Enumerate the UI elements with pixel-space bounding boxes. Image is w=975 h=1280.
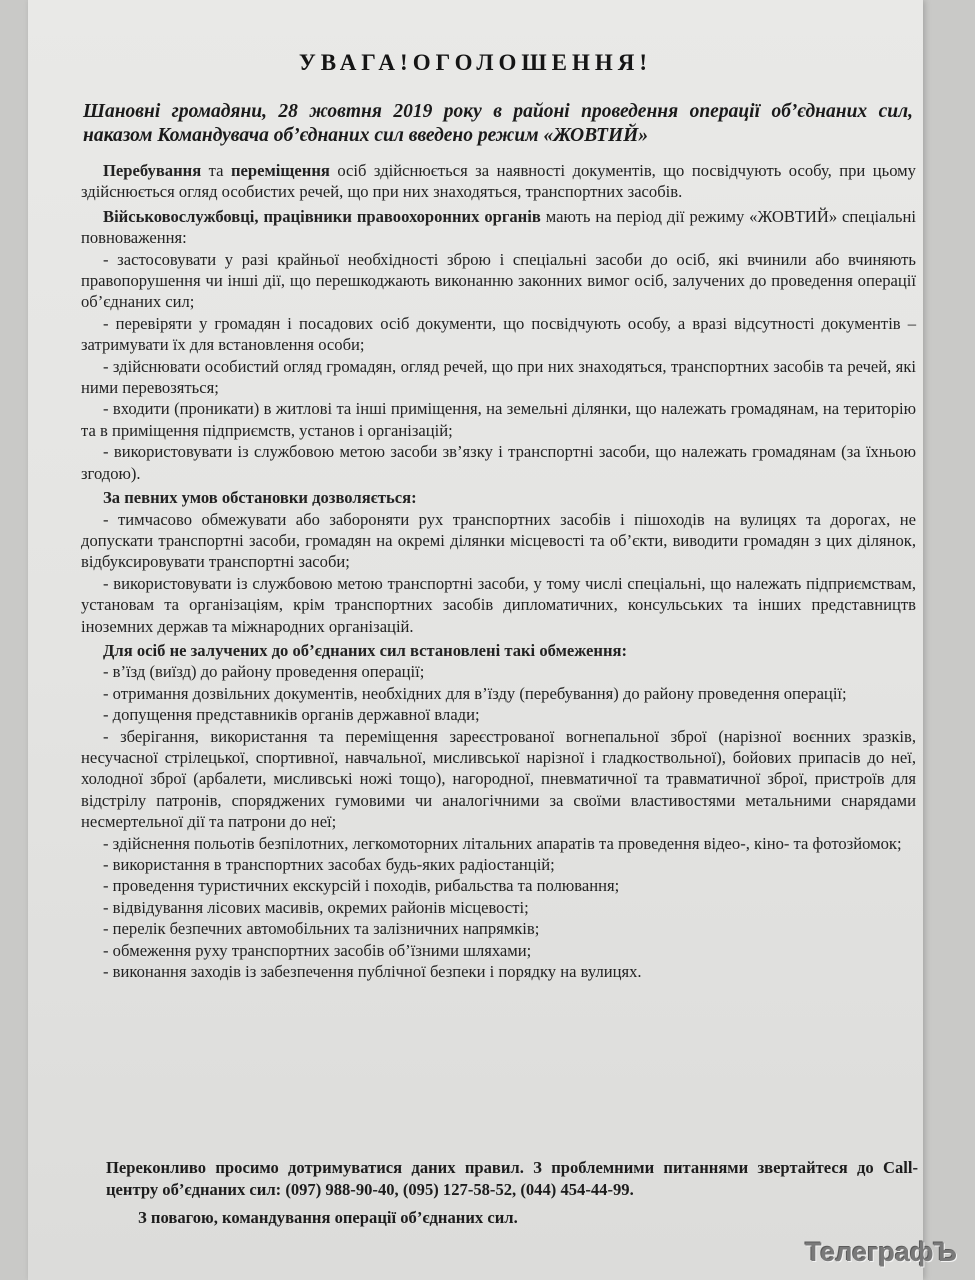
- intro-bold-movement: переміщення: [230, 161, 330, 180]
- power-item: - перевіряти у громадян і посадових осіб документи, що посвідчують особу, а вразі відсутності документів – затримувати їх для встановлення особи;: [81, 313, 916, 355]
- allowed-item: - використовувати із службовою метою транспортні засоби, у тому числі спеціальні, що належать підприємствам, установам та організаціям, крім транспортних засобів дипломатичних, консульських та інших представництв іноземних держав та міжнародних організацій.: [81, 573, 916, 636]
- closing-paragraph: [106, 1157, 918, 1200]
- notice-sheet: [28, 0, 923, 1280]
- notice-subtitle: Шановні громадяни, 28 жовтня 2019 року в районі проведення операції об’єднаних сил, наказом Командувача об’єднаних сил введено режим «ЖОВТИЙ»: [83, 101, 913, 146]
- allowed-item: - тимчасово обмежувати або забороняти рух транспортних засобів і пішоходів на вулицях та дорогах, не допускати транспортні засоби, громадян на окремі ділянки місцевості та об’єкти, виводити громадян з цих ділянок, відбуксировувати транспортні засоби;: [81, 509, 916, 572]
- restriction-item: - зберігання, використання та переміщення зареєстрованої вогнепальної зброї (нарізної воєнних зразків, несучасної стрілецької, спортивної, навчальної, мисливської нарізної і гладкоствольної), бойових припасів до неї, холодної зброї (арбалети, мисливські ножі тощо), нагородної, пневматичної та травматичної зброї, пристроїв для відстрілу патронів, споряджених гумовими чи аналогічними за своїми властивостями метальними снарядами несмертельної дії та патрони до неї;: [81, 726, 916, 832]
- power-item: - здійснювати особистий огляд громадян, огляд речей, що при них знаходяться, транспортних засобів та речей, які ними перевозяться;: [81, 356, 916, 398]
- watermark-logo: ТелеграфЪ: [805, 1237, 957, 1267]
- restrictions-heading: Для осіб не залучених до об’єднаних сил встановлені такі обмеження:: [103, 640, 628, 660]
- restriction-item: - відвідування лісових масивів, окремих районів місцевості;: [103, 897, 529, 917]
- restriction-item: - використання в транспортних засобах будь-яких радіостанцій;: [103, 855, 555, 874]
- intro-bold-stay: Перебування: [103, 161, 202, 180]
- powers-lead-bold: Військовослужбовці, працівники правоохоронних органів: [103, 206, 541, 226]
- restriction-item: - здійснення польотів безпілотних, легкомоторних літальних апаратів та проведення відео-, кіно- та фотозйомок;: [103, 833, 902, 853]
- restriction-item: - проведення туристичних екскурсій і походів, рибальства та полювання;: [103, 876, 620, 896]
- powers-lead-rest: мають на період дії режиму «ЖОВТИЙ» спеціальні повноваження:: [81, 206, 916, 248]
- restriction-item: - перелік безпечних автомобільних та залізничних напрямків;: [103, 919, 540, 939]
- power-item: - використовувати із службовою метою засоби зв’язку і транспортні засоби, що належать громадянам (за їхньою згодою).: [81, 442, 916, 483]
- restriction-item: - допущення представників органів державної влади;: [103, 705, 480, 725]
- signature: З повагою, командування операції об’єднаних сил.: [138, 1208, 518, 1227]
- powers-lead: [81, 206, 916, 249]
- restriction-item: - обмеження руху транспортних засобів об’їзними шляхами;: [103, 940, 532, 960]
- power-item: - застосовувати у разі крайньої необхідності зброю і спеціальні засоби до осіб, які вчинили або вчиняють правопорушення чи інші дії, що перешкоджають виконанню законних вимог осіб, залучених до проведення операції об’єднаних сил;: [81, 249, 916, 312]
- intro-text-rest: осіб здійснюється за наявності документів, що посвідчують особу, при цьому здійснюється огляд особистих речей, що при них знаходяться, транспортних засобів.: [81, 161, 916, 202]
- intro-paragraph: [81, 160, 916, 203]
- notice-body: [81, 160, 916, 982]
- restriction-item: - в’їзд (виїзд) до району проведення операції;: [103, 662, 425, 682]
- allowed-heading: За певних умов обстановки дозволяється:: [103, 488, 417, 508]
- intro-text-and: та: [201, 161, 231, 180]
- restriction-item: - отримання дозвільних документів, необхідних для в’їзду (перебування) до району проведення операції;: [103, 683, 847, 703]
- notice-title: УВАГА!ОГОЛОШЕННЯ!: [298, 50, 653, 75]
- restriction-item: - виконання заходів із забезпечення публічної безпеки і порядку на вулицях.: [103, 962, 642, 982]
- power-item: - входити (проникати) в житлові та інші приміщення, на земельні ділянки, що належать громадянам, на територію та в приміщення підприємств, установ і організацій;: [81, 399, 916, 440]
- closing-text: Переконливо просимо дотримуватися даних правил. З проблемними питаннями звертайтеся до Call-центру об’єднаних сил: (097) 988-90-40, (095) 127-58-52, (044) 454-44-99.: [106, 1158, 918, 1199]
